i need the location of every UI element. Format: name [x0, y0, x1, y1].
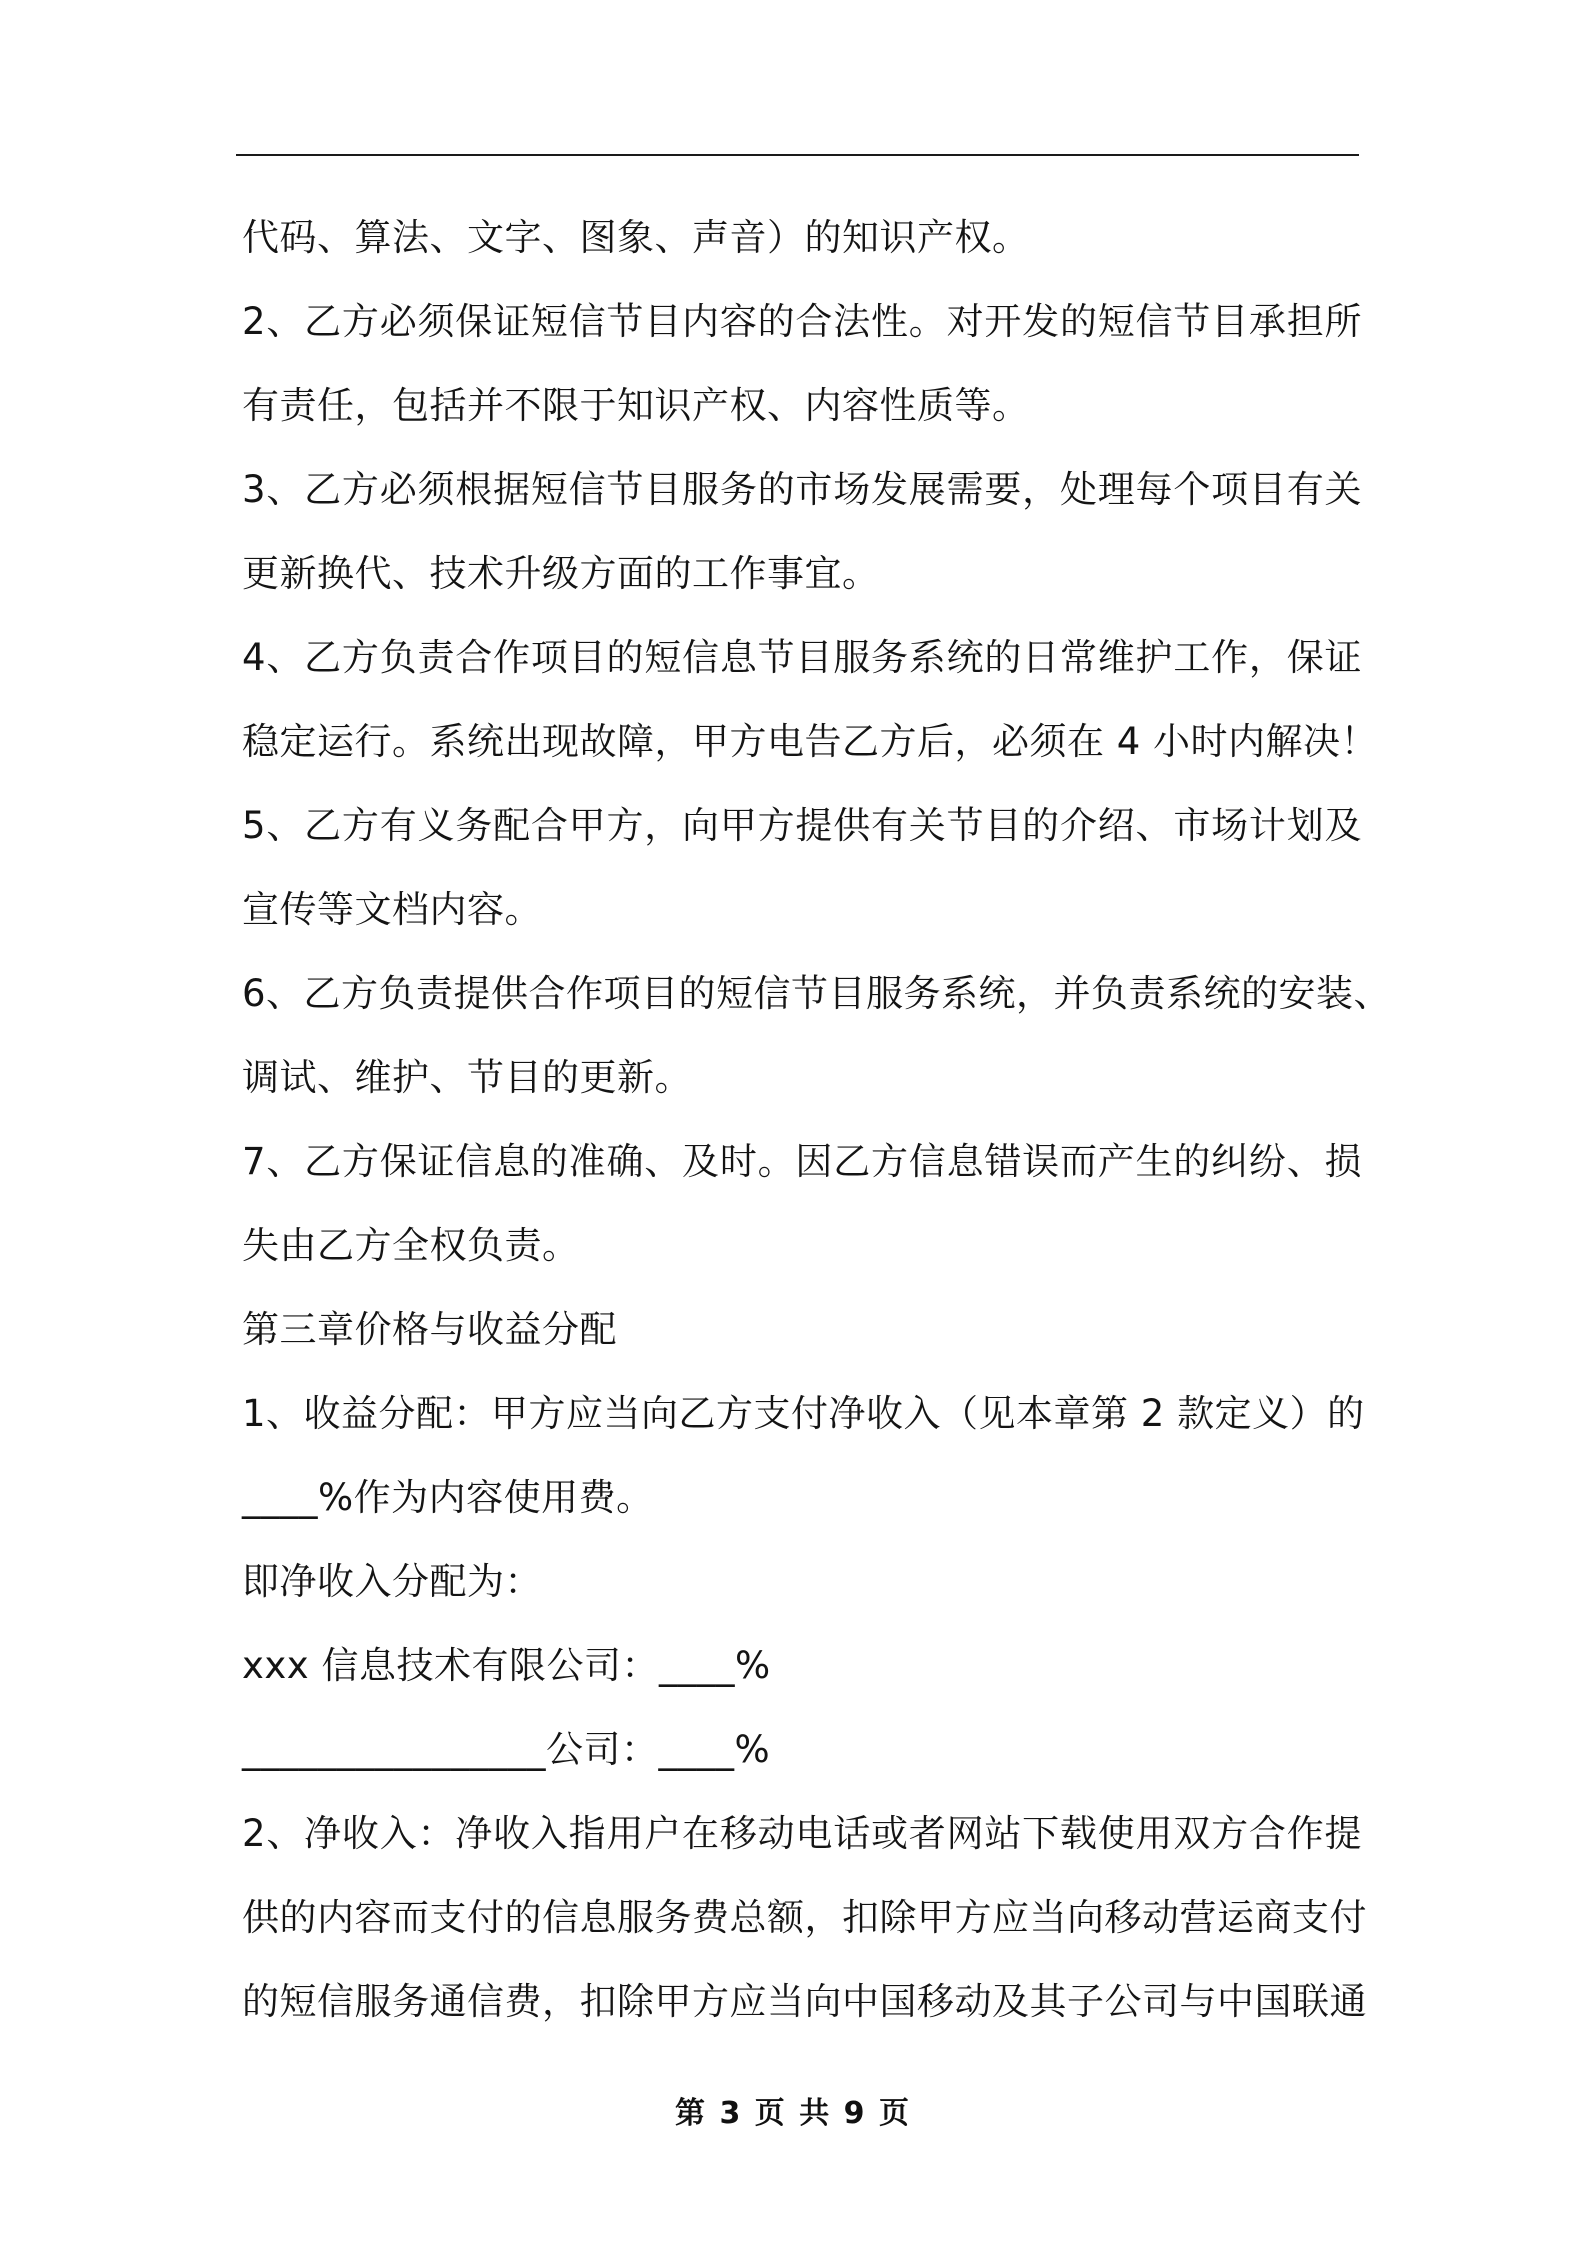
body-line: 即净收入分配为：	[242, 1560, 542, 1603]
body-line: 1、收益分配：甲方应当向乙方支付净收入（见本章第 2 款定义）的	[242, 1392, 1365, 1435]
body-line: 6、乙方负责提供合作项目的短信节目服务系统，并负责系统的安装、	[242, 972, 1392, 1015]
body-line: 调试、维护、节目的更新。	[242, 1056, 692, 1099]
body-line: 7、乙方保证信息的准确、及时。因乙方信息错误而产生的纠纷、损	[242, 1140, 1362, 1183]
header-divider	[236, 154, 1359, 156]
body-line: 稳定运行。系统出现故障，甲方电告乙方后，必须在 4 小时内解决！	[242, 720, 1379, 763]
body-line: 5、乙方有义务配合甲方，向甲方提供有关节目的介绍、市场计划及	[242, 804, 1362, 847]
body-line: 宣传等文档内容。	[242, 888, 542, 931]
body-line: 供的内容而支付的信息服务费总额，扣除甲方应当向移动营运商支付	[242, 1896, 1367, 1939]
body-line: 有责任，包括并不限于知识产权、内容性质等。	[242, 384, 1030, 427]
body-line: 2、乙方必须保证短信节目内容的合法性。对开发的短信节目承担所	[242, 300, 1362, 343]
body-line: 3、乙方必须根据短信节目服务的市场发展需要，处理每个项目有关	[242, 468, 1362, 511]
body-line: xxx 信息技术有限公司：____%	[242, 1644, 771, 1687]
body-line: 失由乙方全权负责。	[242, 1224, 580, 1267]
body-line: 的短信服务通信费，扣除甲方应当向中国移动及其子公司与中国联通	[242, 1980, 1367, 2023]
body-line: 代码、算法、文字、图象、声音）的知识产权。	[242, 216, 1030, 259]
body-line: ____%作为内容使用费。	[242, 1476, 654, 1519]
page-number-footer: 第 3 页 共 9 页	[675, 2096, 911, 2131]
body-line: ________________公司：____%	[242, 1728, 771, 1771]
body-line: 更新换代、技术升级方面的工作事宜。	[242, 552, 880, 595]
body-line: 4、乙方负责合作项目的短信息节目服务系统的日常维护工作，保证	[242, 636, 1362, 679]
chapter-heading: 第三章价格与收益分配	[242, 1308, 617, 1351]
document-body	[242, 196, 1392, 2044]
body-line: 2、净收入：净收入指用户在移动电话或者网站下载使用双方合作提	[242, 1812, 1362, 1855]
